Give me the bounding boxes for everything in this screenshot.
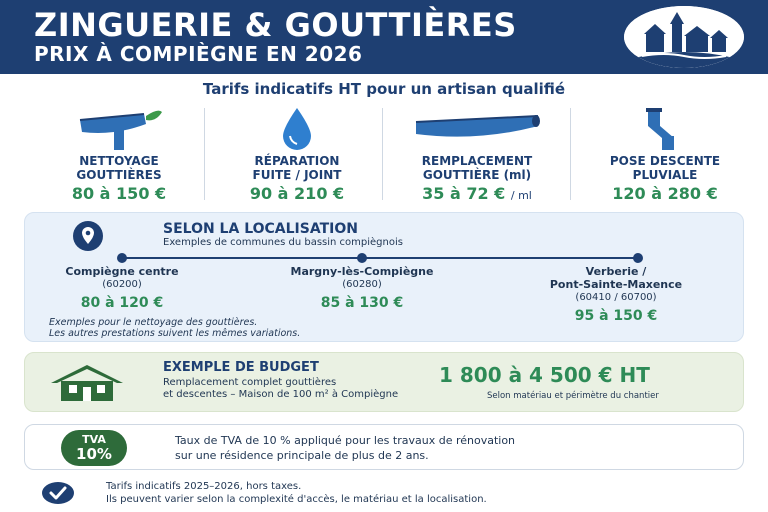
page-subtitle: PRIX À COMPIÈGNE EN 2026 [34,42,363,66]
town-name: Compiègne centre [65,265,179,278]
service-label: RÉPARATION [254,154,340,168]
footer-disclaimer [106,480,487,506]
town-price: 85 à 130 € [320,295,404,311]
town-postcode: (60200) [102,279,142,290]
checkmark-icon [42,482,74,504]
divider [204,108,205,200]
town-postcode: (60410 / 60700) [575,292,657,303]
service-label: FUITE / JOINT [252,168,342,182]
service-label: NETTOYAGE [79,154,159,168]
town-price: 95 à 150 € [574,308,658,324]
tva-text [175,433,515,463]
tva-line: sur une résidence principale de plus de 2 ans. [175,449,429,462]
location-pin-icon [73,221,103,251]
localisation-title: SELON LA LOCALISATION [163,221,358,237]
page-title: ZINGUERIE & GOUTTIÈRES [34,6,517,44]
town-name: Margny-lès-Compiègne [290,265,434,278]
town-margny [262,265,462,311]
timeline-line [121,257,637,259]
service-replacement [392,104,562,203]
house-icon [49,363,125,407]
note-line: Les autres prestations suivent les mêmes variations. [49,328,301,339]
service-price: 80 à 150 € [71,184,167,203]
town-compiegne [22,265,222,311]
town-name: Pont-Sainte-Maxence [549,278,683,291]
desc-line: Remplacement complet gouttières [163,377,337,388]
tva-badge-rate: 10% [76,445,112,463]
header-banner [0,0,768,74]
town-postcode: (60280) [342,279,382,290]
gutter-leaf-icon [34,104,204,152]
service-cleaning [34,104,204,203]
budget-panel [24,352,744,412]
service-label: REMPLACEMENT [421,154,533,168]
service-price: 120 à 280 € [612,184,718,203]
divider [570,108,571,200]
note-line: Exemples pour le nettoyage des gouttières. [49,317,258,328]
service-repair [212,104,382,203]
budget-amount: 1 800 à 4 500 € HT [439,363,650,387]
tva-panel [24,424,744,470]
service-label: POSE DESCENTE [609,154,721,168]
price-value: 35 à 72 € [422,184,506,203]
service-downpipe [580,104,750,203]
budget-title: EXEMPLE DE BUDGET [163,360,319,375]
tva-line: Taux de TVA de 10 % appliqué pour les travaux de rénovation [175,434,516,447]
town-price: 80 à 120 € [80,295,164,311]
town-church-icon [624,6,744,68]
footer-line: Ils peuvent varier selon la complexité d'accès, le matériau et la localisation. [106,494,487,505]
tva-badge [61,430,127,466]
water-drop-icon [212,104,382,152]
service-price: 90 à 210 € [249,184,345,203]
price-unit: / ml [510,189,532,202]
service-label: GOUTTIÈRE (ml) [422,168,532,182]
service-label: GOUTTIÈRES [76,168,162,182]
town-verberie [516,265,716,324]
timeline-dot [117,253,127,263]
service-label: PLUVIALE [632,168,698,182]
pricing-subtitle: Tarifs indicatifs HT pour un artisan qualifié [202,80,566,98]
localisation-note [49,317,300,339]
budget-note: Selon matériau et périmètre du chantier [487,391,659,401]
footer-line: Tarifs indicatifs 2025–2026, hors taxes. [106,481,302,492]
timeline-dot [357,253,367,263]
tva-badge-label: TVA [82,433,106,446]
downpipe-icon [580,104,750,152]
town-name: Verberie / [585,265,647,278]
localisation-subtitle: Exemples de communes du bassin compiègnois [163,237,403,248]
service-price [392,184,562,203]
budget-description [163,377,398,401]
timeline-dot [633,253,643,263]
divider [382,108,383,200]
gutter-section-icon [392,104,562,152]
desc-line: et descentes – Maison de 100 m² à Compiègne [163,389,399,400]
localisation-panel [24,212,744,342]
